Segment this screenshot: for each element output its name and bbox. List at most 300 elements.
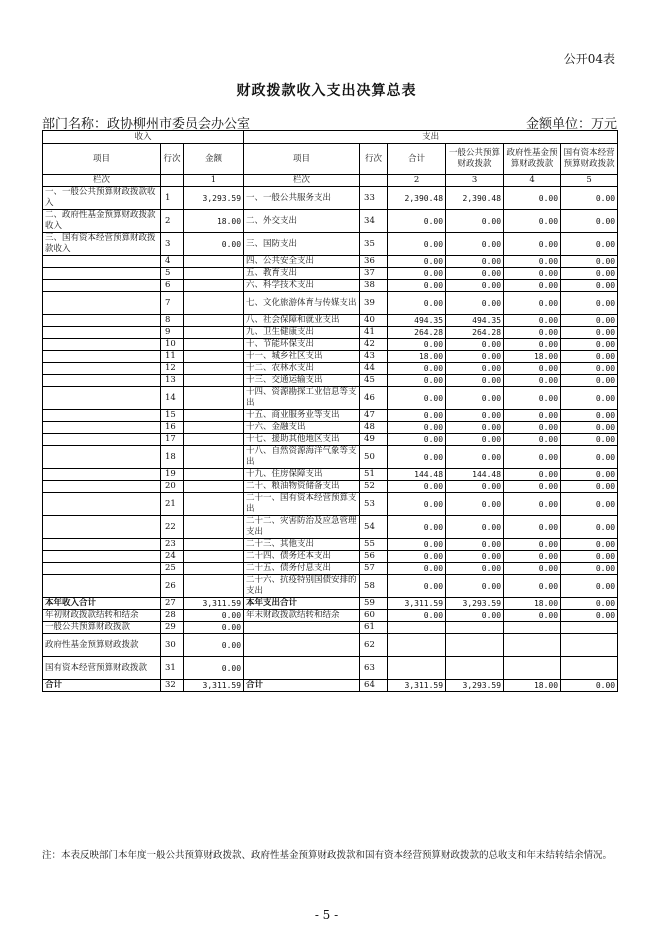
gov-fund-amount-cell: 0.00 xyxy=(504,315,561,327)
income-item-cell: 本年收入合计 xyxy=(43,598,161,610)
income-item-cell xyxy=(43,469,161,481)
column-number-1: 1 xyxy=(184,175,244,187)
income-item-cell xyxy=(43,539,161,551)
income-item-cell xyxy=(43,410,161,422)
total-amount-cell: 0.00 xyxy=(388,387,446,410)
state-capital-amount-cell: 0.00 xyxy=(561,187,618,210)
total-amount-cell: 18.00 xyxy=(388,351,446,363)
expense-item-cell: 二十六、抗疫特别国债安排的支出 xyxy=(244,575,360,598)
expense-row-no-cell: 40 xyxy=(360,315,388,327)
total-amount-cell: 264.28 xyxy=(388,327,446,339)
amount-unit: 金额单位：万元 xyxy=(525,117,617,132)
table-row xyxy=(43,292,618,315)
total-amount-cell: 0.00 xyxy=(388,233,446,256)
expense-item-cell: 四、公共安全支出 xyxy=(244,256,360,268)
income-row-no-cell: 4 xyxy=(161,256,184,268)
gov-fund-amount-cell: 18.00 xyxy=(504,680,561,692)
gov-fund-amount-cell: 0.00 xyxy=(504,387,561,410)
general-budget-amount-cell: 494.35 xyxy=(446,315,504,327)
expense-row-no-cell: 55 xyxy=(360,539,388,551)
income-row-no-cell: 12 xyxy=(161,363,184,375)
state-capital-amount-cell: 0.00 xyxy=(561,268,618,280)
expense-row-no-cell: 39 xyxy=(360,292,388,315)
total-header: 合计 xyxy=(388,144,446,175)
footnote: 注：本表反映部门本年度一般公共预算财政拨款、政府性基金预算财政拨款和国有资本经营预算财政拨款的总收支和年末结转结余情况。 xyxy=(42,850,613,861)
general-budget-amount-cell: 0.00 xyxy=(446,422,504,434)
state-capital-amount-cell xyxy=(561,657,618,680)
expense-row-no-cell: 42 xyxy=(360,339,388,351)
expense-item-cell: 十五、商业服务业等支出 xyxy=(244,410,360,422)
total-amount-cell: 0.00 xyxy=(388,516,446,539)
expense-row-no-cell: 51 xyxy=(360,469,388,481)
expense-row-no-cell: 57 xyxy=(360,563,388,575)
income-row-no-cell: 20 xyxy=(161,481,184,493)
income-amount-cell xyxy=(184,410,244,422)
table-row xyxy=(43,327,618,339)
gov-fund-amount-cell: 0.00 xyxy=(504,233,561,256)
gov-fund-amount-cell: 18.00 xyxy=(504,351,561,363)
state-capital-amount-cell: 0.00 xyxy=(561,375,618,387)
total-amount-cell: 0.00 xyxy=(388,280,446,292)
income-row-no-cell: 25 xyxy=(161,563,184,575)
gov-fund-amount-cell: 0.00 xyxy=(504,339,561,351)
budget-summary-table xyxy=(42,130,618,692)
general-budget-amount-cell: 0.00 xyxy=(446,516,504,539)
general-budget-header: 一般公共预算财政拨款 xyxy=(446,144,504,175)
state-capital-amount-cell: 0.00 xyxy=(561,410,618,422)
total-amount-cell: 0.00 xyxy=(388,268,446,280)
general-budget-amount-cell: 0.00 xyxy=(446,551,504,563)
income-amount-cell xyxy=(184,563,244,575)
table-row xyxy=(43,598,618,610)
expense-item-cell: 十三、交通运输支出 xyxy=(244,375,360,387)
state-capital-amount-cell: 0.00 xyxy=(561,493,618,516)
expense-item-cell: 十六、金融支出 xyxy=(244,422,360,434)
income-amount-cell xyxy=(184,434,244,446)
general-budget-amount-cell: 0.00 xyxy=(446,233,504,256)
income-amount-cell: 3,311.59 xyxy=(184,680,244,692)
income-amount-cell xyxy=(184,481,244,493)
expense-row-no-cell: 44 xyxy=(360,363,388,375)
table-row xyxy=(43,634,618,657)
general-budget-amount-cell: 0.00 xyxy=(446,446,504,469)
total-amount-cell: 0.00 xyxy=(388,256,446,268)
total-amount-cell: 144.48 xyxy=(388,469,446,481)
state-capital-amount-cell xyxy=(561,622,618,634)
expense-row-no-cell: 59 xyxy=(360,598,388,610)
gov-fund-amount-cell xyxy=(504,634,561,657)
income-amount-cell xyxy=(184,351,244,363)
income-item-cell xyxy=(43,363,161,375)
general-budget-amount-cell: 144.48 xyxy=(446,469,504,481)
income-item-cell: 政府性基金预算财政拨款 xyxy=(43,634,161,657)
income-item-cell xyxy=(43,563,161,575)
table-row xyxy=(43,410,618,422)
income-header: 收入 xyxy=(43,131,244,144)
state-capital-amount-cell: 0.00 xyxy=(561,210,618,233)
column-label: 栏次 xyxy=(43,175,161,187)
expense-item-cell: 十二、农林水支出 xyxy=(244,363,360,375)
table-row xyxy=(43,210,618,233)
income-amount-cell xyxy=(184,315,244,327)
income-row-no-cell: 32 xyxy=(161,680,184,692)
general-budget-amount-cell: 0.00 xyxy=(446,292,504,315)
table-row xyxy=(43,280,618,292)
income-amount-cell xyxy=(184,363,244,375)
state-capital-amount-cell: 0.00 xyxy=(561,351,618,363)
state-capital-amount-cell: 0.00 xyxy=(561,469,618,481)
table-row xyxy=(43,434,618,446)
gov-fund-amount-cell: 0.00 xyxy=(504,539,561,551)
expense-item-cell: 合计 xyxy=(244,680,360,692)
income-amount-cell: 0.00 xyxy=(184,622,244,634)
expense-row-no-cell: 43 xyxy=(360,351,388,363)
expense-row-no-cell: 47 xyxy=(360,410,388,422)
expense-item-cell: 六、科学技术支出 xyxy=(244,280,360,292)
expense-row-no-cell: 64 xyxy=(360,680,388,692)
general-budget-amount-cell: 0.00 xyxy=(446,493,504,516)
gov-fund-amount-cell: 0.00 xyxy=(504,422,561,434)
expense-item-cell: 二十四、债务还本支出 xyxy=(244,551,360,563)
income-row-no-cell: 7 xyxy=(161,292,184,315)
expense-item-cell: 十七、援助其他地区支出 xyxy=(244,434,360,446)
income-item-cell xyxy=(43,493,161,516)
expense-row-no-cell: 60 xyxy=(360,610,388,622)
state-capital-amount-cell: 0.00 xyxy=(561,256,618,268)
total-amount-cell: 0.00 xyxy=(388,539,446,551)
table-row xyxy=(43,315,618,327)
expense-row-no-cell: 62 xyxy=(360,634,388,657)
total-amount-cell: 0.00 xyxy=(388,551,446,563)
total-amount-cell: 0.00 xyxy=(388,292,446,315)
general-budget-amount-cell: 0.00 xyxy=(446,351,504,363)
state-capital-amount-cell: 0.00 xyxy=(561,292,618,315)
income-item-cell xyxy=(43,315,161,327)
expense-row-no-cell: 56 xyxy=(360,551,388,563)
expense-item-cell xyxy=(244,634,360,657)
income-item-cell xyxy=(43,575,161,598)
table-row xyxy=(43,351,618,363)
gov-fund-amount-cell: 0.00 xyxy=(504,469,561,481)
income-item-cell: 国有资本经营预算财政拨款 xyxy=(43,657,161,680)
table-row xyxy=(43,657,618,680)
income-item-cell xyxy=(43,339,161,351)
income-row-no-cell: 17 xyxy=(161,434,184,446)
table-row xyxy=(43,575,618,598)
general-budget-amount-cell xyxy=(446,622,504,634)
state-capital-amount-cell: 0.00 xyxy=(561,551,618,563)
gov-fund-amount-cell: 0.00 xyxy=(504,563,561,575)
state-capital-amount-cell: 0.00 xyxy=(561,563,618,575)
expense-item-cell: 五、教育支出 xyxy=(244,268,360,280)
gov-fund-amount-cell: 0.00 xyxy=(504,575,561,598)
total-amount-cell: 494.35 xyxy=(388,315,446,327)
state-capital-amount-cell xyxy=(561,634,618,657)
income-row-no-cell: 11 xyxy=(161,351,184,363)
income-item-cell: 合计 xyxy=(43,680,161,692)
income-amount-header: 金额 xyxy=(184,144,244,175)
income-row-no-cell: 10 xyxy=(161,339,184,351)
income-amount-cell xyxy=(184,539,244,551)
income-item-cell xyxy=(43,551,161,563)
income-row-no-cell: 13 xyxy=(161,375,184,387)
gov-fund-amount-cell xyxy=(504,657,561,680)
state-capital-amount-cell: 0.00 xyxy=(561,363,618,375)
expense-row-no-cell: 52 xyxy=(360,481,388,493)
gov-fund-amount-cell: 0.00 xyxy=(504,610,561,622)
state-capital-amount-cell: 0.00 xyxy=(561,598,618,610)
expense-item-cell: 年末财政拨款结转和结余 xyxy=(244,610,360,622)
income-item-cell xyxy=(43,387,161,410)
general-budget-amount-cell: 0.00 xyxy=(446,280,504,292)
income-row-no-cell: 5 xyxy=(161,268,184,280)
total-amount-cell xyxy=(388,634,446,657)
expense-row-no-cell: 49 xyxy=(360,434,388,446)
state-capital-header: 国有资本经营预算财政拨款 xyxy=(561,144,618,175)
income-row-no-cell: 22 xyxy=(161,516,184,539)
income-row-no-cell: 3 xyxy=(161,233,184,256)
income-amount-cell xyxy=(184,268,244,280)
income-row-no-cell: 30 xyxy=(161,634,184,657)
income-amount-cell xyxy=(184,339,244,351)
total-amount-cell: 0.00 xyxy=(388,410,446,422)
general-budget-amount-cell: 0.00 xyxy=(446,339,504,351)
table-row xyxy=(43,422,618,434)
total-amount-cell: 0.00 xyxy=(388,339,446,351)
gov-fund-amount-cell: 0.00 xyxy=(504,446,561,469)
gov-fund-amount-cell xyxy=(504,622,561,634)
general-budget-amount-cell: 0.00 xyxy=(446,363,504,375)
gov-fund-amount-cell: 0.00 xyxy=(504,363,561,375)
state-capital-amount-cell: 0.00 xyxy=(561,680,618,692)
general-budget-amount-cell: 2,390.48 xyxy=(446,187,504,210)
column-label-blank xyxy=(161,175,184,187)
income-row-no-cell: 16 xyxy=(161,422,184,434)
income-row-no-cell: 14 xyxy=(161,387,184,410)
income-amount-cell: 18.00 xyxy=(184,210,244,233)
total-amount-cell xyxy=(388,622,446,634)
expense-item-header: 项目 xyxy=(244,144,360,175)
income-row-no-cell: 28 xyxy=(161,610,184,622)
income-amount-cell: 0.00 xyxy=(184,233,244,256)
income-amount-cell: 0.00 xyxy=(184,657,244,680)
general-budget-amount-cell: 0.00 xyxy=(446,434,504,446)
income-item-cell: 一、一般公共预算财政拨款收入 xyxy=(43,187,161,210)
expense-item-cell: 二十一、国有资本经营预算支出 xyxy=(244,493,360,516)
income-amount-cell xyxy=(184,516,244,539)
expense-row-no-cell: 54 xyxy=(360,516,388,539)
income-item-cell xyxy=(43,280,161,292)
income-row-no-cell: 29 xyxy=(161,622,184,634)
table-row xyxy=(43,539,618,551)
income-row-no-cell: 21 xyxy=(161,493,184,516)
expense-item-cell: 一、一般公共服务支出 xyxy=(244,187,360,210)
column-label: 栏次 xyxy=(244,175,360,187)
gov-fund-amount-cell: 0.00 xyxy=(504,187,561,210)
table-row xyxy=(43,493,618,516)
expense-item-cell: 十四、资源勘探工业信息等支出 xyxy=(244,387,360,410)
gov-fund-amount-cell: 0.00 xyxy=(504,551,561,563)
total-amount-cell: 3,311.59 xyxy=(388,598,446,610)
income-row-no-cell: 27 xyxy=(161,598,184,610)
total-amount-cell: 0.00 xyxy=(388,446,446,469)
income-amount-cell xyxy=(184,292,244,315)
gov-fund-amount-cell: 0.00 xyxy=(504,493,561,516)
income-amount-cell xyxy=(184,575,244,598)
expense-item-cell: 十、节能环保支出 xyxy=(244,339,360,351)
gov-fund-amount-cell: 0.00 xyxy=(504,375,561,387)
income-row-no-cell: 23 xyxy=(161,539,184,551)
column-number-4: 4 xyxy=(504,175,561,187)
general-budget-amount-cell: 0.00 xyxy=(446,375,504,387)
expense-item-cell: 七、文化旅游体育与传媒支出 xyxy=(244,292,360,315)
expense-row-no-cell: 61 xyxy=(360,622,388,634)
column-number-3: 3 xyxy=(446,175,504,187)
table-row xyxy=(43,481,618,493)
table-row xyxy=(43,375,618,387)
income-row-no-cell: 2 xyxy=(161,210,184,233)
table-row xyxy=(43,339,618,351)
expense-item-cell: 三、国防支出 xyxy=(244,233,360,256)
expense-row-no-cell: 37 xyxy=(360,268,388,280)
expense-row-no-cell: 58 xyxy=(360,575,388,598)
income-item-cell xyxy=(43,446,161,469)
income-item-cell xyxy=(43,256,161,268)
total-amount-cell: 0.00 xyxy=(388,422,446,434)
state-capital-amount-cell: 0.00 xyxy=(561,315,618,327)
expense-row-no-cell: 33 xyxy=(360,187,388,210)
department-name: 部门名称：政协柳州市委员会办公室 xyxy=(42,117,251,132)
expense-row-no-cell: 63 xyxy=(360,657,388,680)
income-item-cell xyxy=(43,375,161,387)
table-row xyxy=(43,610,618,622)
income-amount-cell xyxy=(184,256,244,268)
income-row-no-cell: 6 xyxy=(161,280,184,292)
state-capital-amount-cell: 0.00 xyxy=(561,539,618,551)
gov-fund-amount-cell: 0.00 xyxy=(504,434,561,446)
gov-fund-amount-cell: 0.00 xyxy=(504,481,561,493)
general-budget-amount-cell xyxy=(446,634,504,657)
expense-row-no-cell: 34 xyxy=(360,210,388,233)
total-amount-cell: 0.00 xyxy=(388,610,446,622)
total-amount-cell: 0.00 xyxy=(388,363,446,375)
state-capital-amount-cell: 0.00 xyxy=(561,280,618,292)
state-capital-amount-cell: 0.00 xyxy=(561,610,618,622)
total-amount-cell: 0.00 xyxy=(388,575,446,598)
state-capital-amount-cell: 0.00 xyxy=(561,387,618,410)
total-amount-cell: 0.00 xyxy=(388,563,446,575)
total-amount-cell: 0.00 xyxy=(388,210,446,233)
table-row xyxy=(43,387,618,410)
expense-row-no-cell: 48 xyxy=(360,422,388,434)
state-capital-amount-cell: 0.00 xyxy=(561,481,618,493)
state-capital-amount-cell: 0.00 xyxy=(561,339,618,351)
income-amount-cell: 0.00 xyxy=(184,610,244,622)
income-row-no-cell: 15 xyxy=(161,410,184,422)
gov-fund-amount-cell: 18.00 xyxy=(504,598,561,610)
state-capital-amount-cell: 0.00 xyxy=(561,446,618,469)
expense-item-cell: 八、社会保障和就业支出 xyxy=(244,315,360,327)
expense-item-cell: 本年支出合计 xyxy=(244,598,360,610)
expense-row-no-cell: 38 xyxy=(360,280,388,292)
income-amount-cell xyxy=(184,327,244,339)
income-item-cell xyxy=(43,422,161,434)
general-budget-amount-cell: 0.00 xyxy=(446,563,504,575)
expense-item-cell xyxy=(244,657,360,680)
expense-item-cell: 二十二、灾害防治及应急管理支出 xyxy=(244,516,360,539)
expense-item-cell xyxy=(244,622,360,634)
table-row xyxy=(43,187,618,210)
gov-fund-header: 政府性基金预算财政拨款 xyxy=(504,144,561,175)
income-row-no-cell: 26 xyxy=(161,575,184,598)
column-number-2: 2 xyxy=(388,175,446,187)
income-amount-cell xyxy=(184,493,244,516)
income-row-no-cell: 24 xyxy=(161,551,184,563)
table-row xyxy=(43,622,618,634)
general-budget-amount-cell: 264.28 xyxy=(446,327,504,339)
state-capital-amount-cell: 0.00 xyxy=(561,516,618,539)
table-row xyxy=(43,268,618,280)
page-number: - 5 - xyxy=(314,908,339,922)
total-amount-cell: 2,390.48 xyxy=(388,187,446,210)
form-code: 公开04表 xyxy=(563,52,615,66)
income-amount-cell xyxy=(184,280,244,292)
column-label-blank xyxy=(360,175,388,187)
table-row xyxy=(43,363,618,375)
table-row xyxy=(43,256,618,268)
gov-fund-amount-cell: 0.00 xyxy=(504,210,561,233)
general-budget-amount-cell: 0.00 xyxy=(446,539,504,551)
income-item-cell xyxy=(43,434,161,446)
gov-fund-amount-cell: 0.00 xyxy=(504,268,561,280)
expense-row-no-cell: 35 xyxy=(360,233,388,256)
expense-item-cell: 二十三、其他支出 xyxy=(244,539,360,551)
state-capital-amount-cell: 0.00 xyxy=(561,434,618,446)
expense-item-cell: 十九、住房保障支出 xyxy=(244,469,360,481)
income-amount-cell xyxy=(184,551,244,563)
income-amount-cell xyxy=(184,446,244,469)
income-row-no-header: 行次 xyxy=(161,144,184,175)
income-item-cell xyxy=(43,351,161,363)
general-budget-amount-cell xyxy=(446,657,504,680)
expense-row-no-cell: 50 xyxy=(360,446,388,469)
expense-header: 支出 xyxy=(244,131,618,144)
expense-row-no-cell: 41 xyxy=(360,327,388,339)
income-amount-cell: 3,293.59 xyxy=(184,187,244,210)
expense-item-cell: 二十五、债务付息支出 xyxy=(244,563,360,575)
general-budget-amount-cell: 0.00 xyxy=(446,210,504,233)
income-amount-cell xyxy=(184,387,244,410)
gov-fund-amount-cell: 0.00 xyxy=(504,516,561,539)
general-budget-amount-cell: 3,293.59 xyxy=(446,598,504,610)
column-number-5: 5 xyxy=(561,175,618,187)
income-item-cell xyxy=(43,481,161,493)
total-amount-cell: 0.00 xyxy=(388,493,446,516)
gov-fund-amount-cell: 0.00 xyxy=(504,280,561,292)
expense-item-cell: 二十、粮油物资储备支出 xyxy=(244,481,360,493)
income-row-no-cell: 9 xyxy=(161,327,184,339)
table-row xyxy=(43,469,618,481)
expense-item-cell: 二、外交支出 xyxy=(244,210,360,233)
income-item-cell xyxy=(43,292,161,315)
table-row xyxy=(43,516,618,539)
total-amount-cell xyxy=(388,657,446,680)
income-row-no-cell: 8 xyxy=(161,315,184,327)
table-row xyxy=(43,563,618,575)
income-amount-cell: 0.00 xyxy=(184,634,244,657)
table-row xyxy=(43,446,618,469)
expense-item-cell: 十八、自然资源海洋气象等支出 xyxy=(244,446,360,469)
